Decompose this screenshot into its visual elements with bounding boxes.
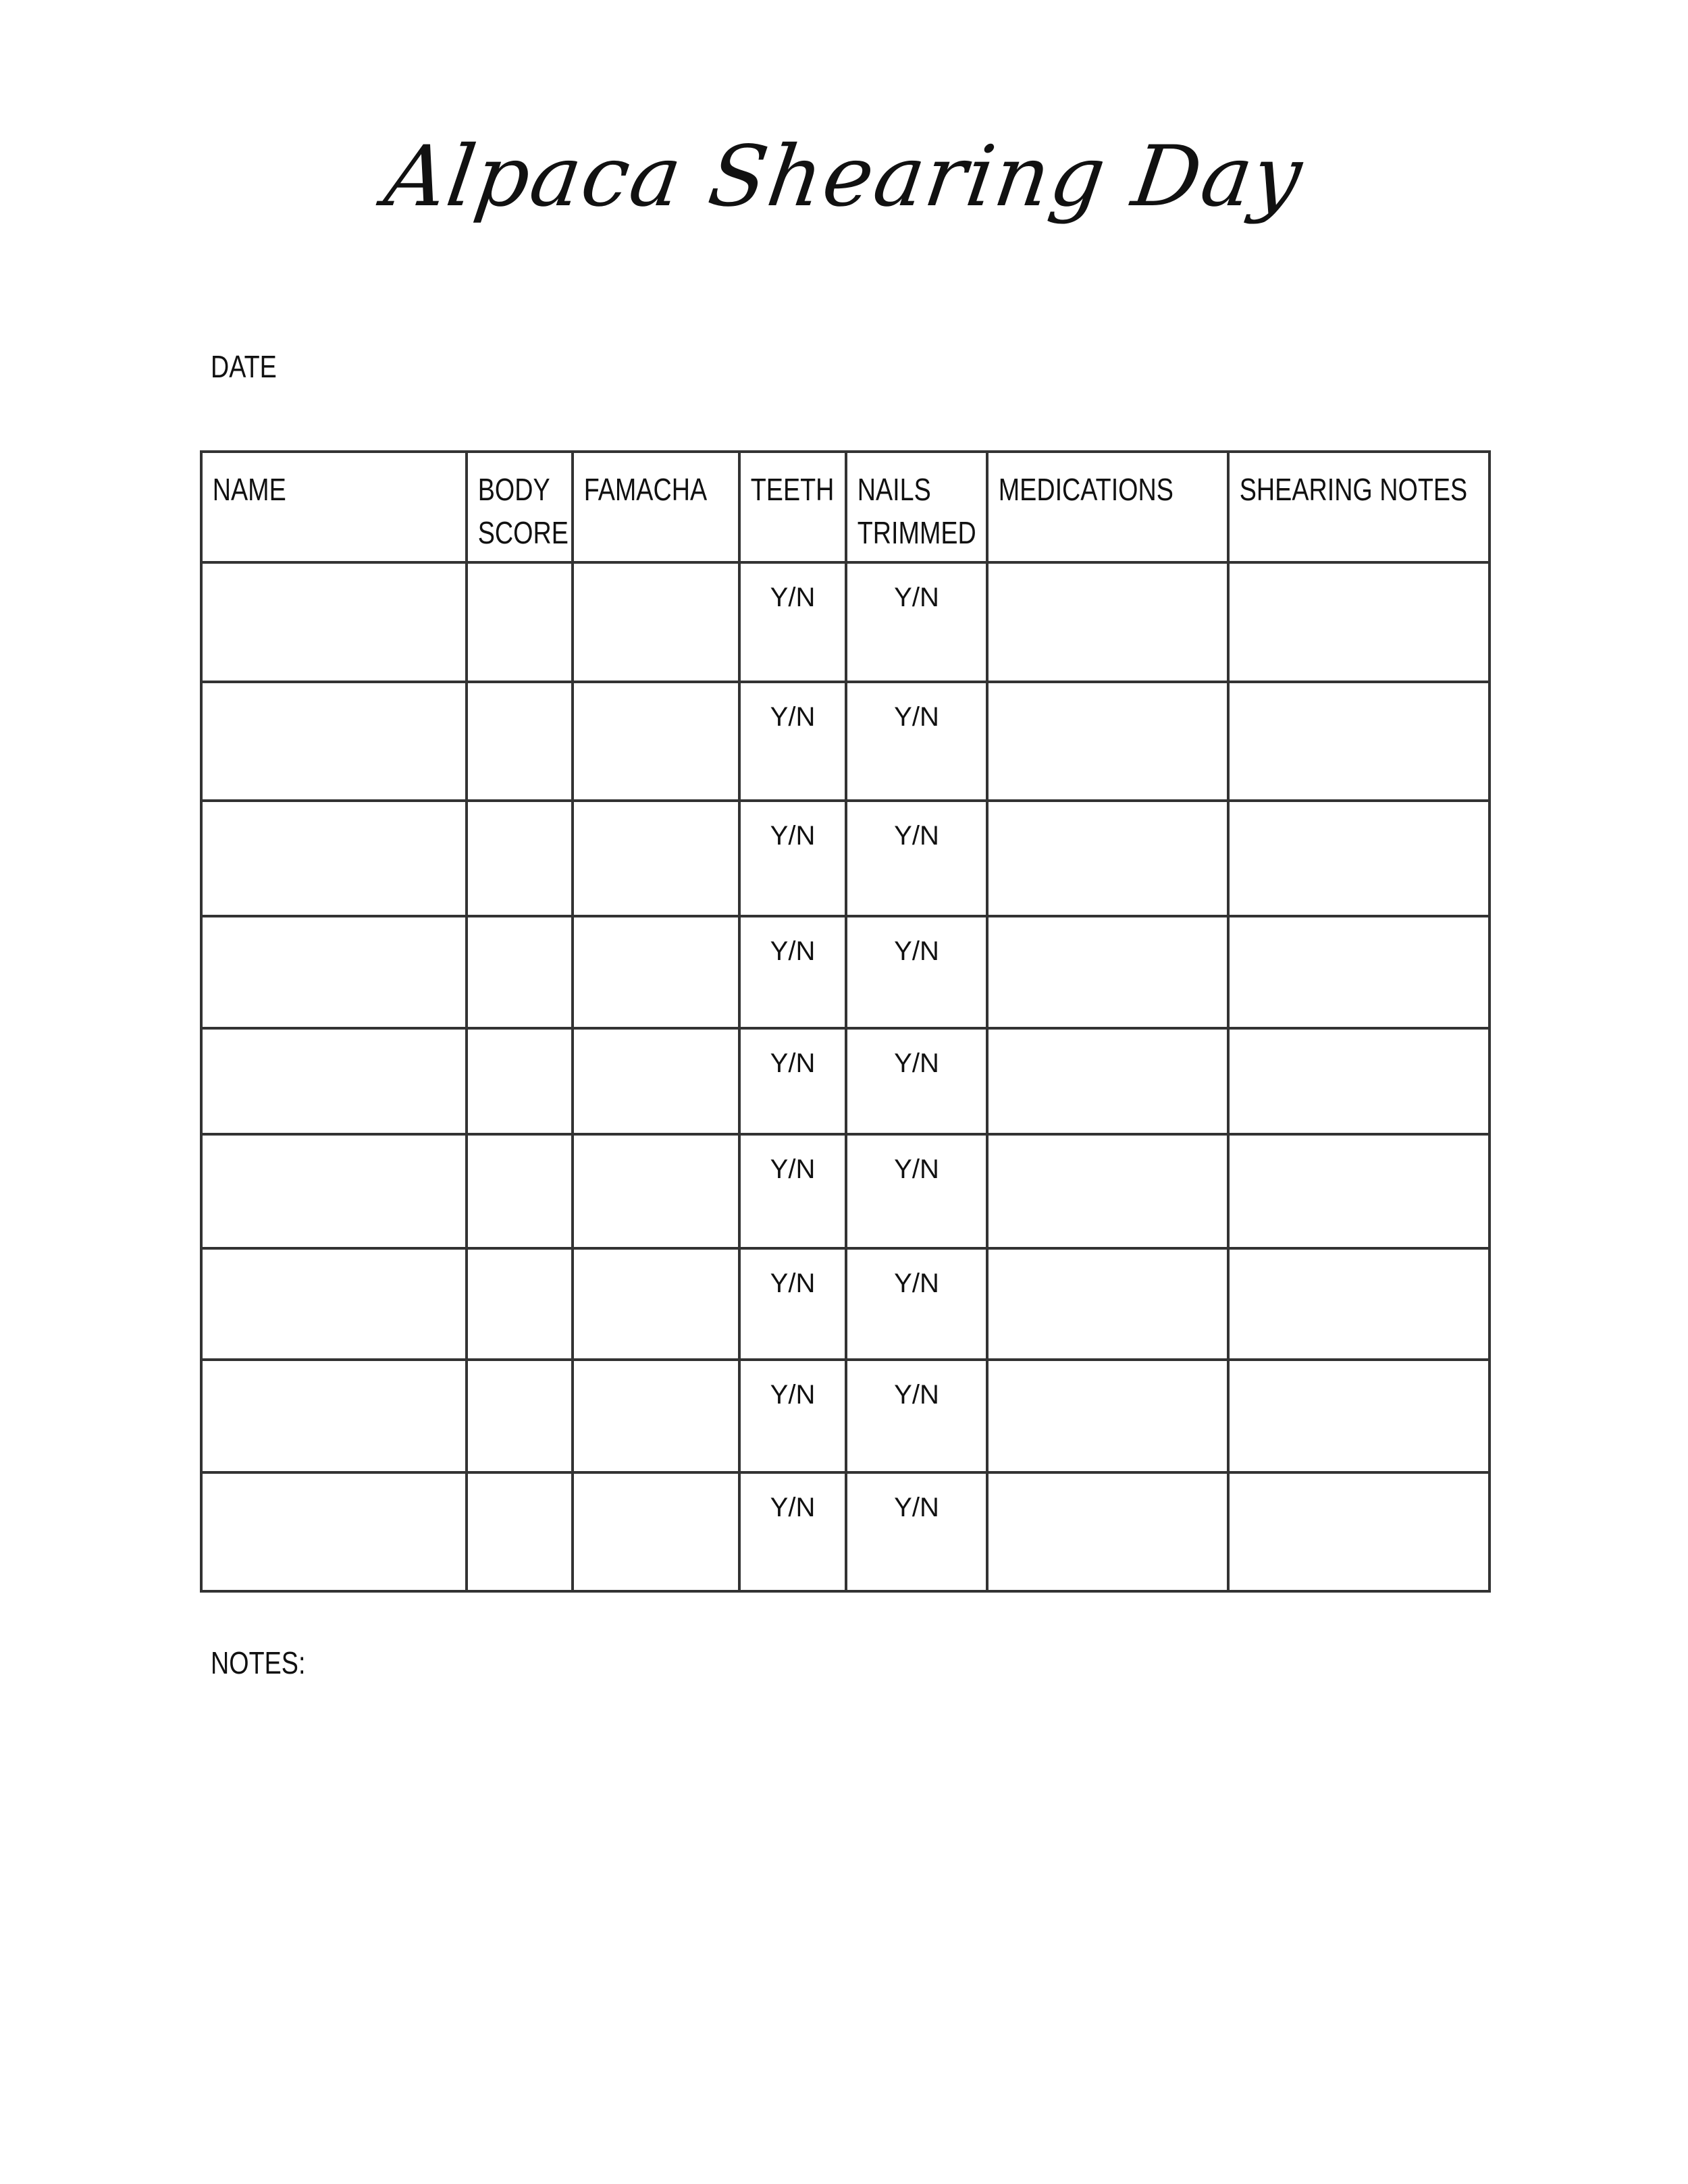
nails-yn: Y/N — [894, 1154, 939, 1184]
header-famacha — [573, 452, 739, 562]
nails-cell[interactable] — [846, 1248, 987, 1360]
nails-yn: Y/N — [894, 1048, 939, 1078]
teeth-cell[interactable] — [739, 682, 846, 801]
teeth-yn: Y/N — [770, 583, 816, 612]
nails-yn: Y/N — [894, 1380, 939, 1410]
medications-cell[interactable] — [987, 562, 1228, 682]
shearing-notes-cell[interactable] — [1228, 1248, 1489, 1360]
header-teeth-label: TEETH — [750, 472, 835, 507]
nails-yn: Y/N — [894, 583, 939, 612]
teeth-cell[interactable] — [739, 1134, 846, 1248]
header-nails-trimmed — [846, 452, 987, 562]
header-medications-label: MEDICATIONS — [998, 472, 1173, 507]
body-score-cell[interactable] — [467, 1360, 573, 1472]
famacha-cell[interactable] — [573, 916, 739, 1028]
body-score-cell[interactable] — [467, 1472, 573, 1591]
shearing-notes-cell[interactable] — [1228, 1472, 1489, 1591]
teeth-yn: Y/N — [770, 1048, 816, 1078]
teeth-cell[interactable] — [739, 1472, 846, 1591]
name-cell[interactable] — [201, 1472, 467, 1591]
medications-cell[interactable] — [987, 801, 1228, 916]
name-cell[interactable] — [201, 916, 467, 1028]
name-cell[interactable] — [201, 682, 467, 801]
medications-cell[interactable] — [987, 682, 1228, 801]
body-score-cell[interactable] — [467, 682, 573, 801]
header-row — [201, 452, 1489, 562]
name-cell[interactable] — [201, 1360, 467, 1472]
teeth-yn: Y/N — [770, 1154, 816, 1184]
teeth-yn: Y/N — [770, 821, 816, 851]
table-row — [201, 801, 1489, 916]
body-score-cell[interactable] — [467, 562, 573, 682]
name-cell[interactable] — [201, 562, 467, 682]
name-cell[interactable] — [201, 1134, 467, 1248]
famacha-cell[interactable] — [573, 682, 739, 801]
nails-cell[interactable] — [846, 801, 987, 916]
teeth-cell[interactable] — [739, 1248, 846, 1360]
shearing-notes-cell[interactable] — [1228, 916, 1489, 1028]
header-shearing-notes-label: SHEARING NOTES — [1239, 472, 1468, 507]
shearing-table — [200, 450, 1491, 1593]
body-score-cell[interactable] — [467, 1028, 573, 1134]
table-row — [201, 682, 1489, 801]
nails-cell[interactable] — [846, 916, 987, 1028]
famacha-cell[interactable] — [573, 1360, 739, 1472]
header-medications — [987, 452, 1228, 562]
nails-cell[interactable] — [846, 1472, 987, 1591]
nails-yn: Y/N — [894, 702, 939, 732]
nails-cell[interactable] — [846, 1360, 987, 1472]
header-body-score — [467, 452, 573, 562]
shearing-notes-cell[interactable] — [1228, 801, 1489, 916]
header-famacha-label: FAMACHA — [583, 472, 708, 507]
teeth-yn: Y/N — [770, 1380, 816, 1410]
nails-cell[interactable] — [846, 1134, 987, 1248]
teeth-cell[interactable] — [739, 1360, 846, 1472]
medications-cell[interactable] — [987, 1360, 1228, 1472]
medications-cell[interactable] — [987, 1134, 1228, 1248]
teeth-yn: Y/N — [770, 1493, 816, 1522]
body-score-cell[interactable] — [467, 916, 573, 1028]
header-shearing-notes — [1228, 452, 1489, 562]
nails-cell[interactable] — [846, 562, 987, 682]
name-cell[interactable] — [201, 1028, 467, 1134]
body-score-cell[interactable] — [467, 1134, 573, 1248]
body-score-cell[interactable] — [467, 1248, 573, 1360]
header-name-label: NAME — [212, 472, 286, 507]
shearing-notes-cell[interactable] — [1228, 562, 1489, 682]
table-row — [201, 916, 1489, 1028]
teeth-yn: Y/N — [770, 702, 816, 732]
shearing-notes-cell[interactable] — [1228, 682, 1489, 801]
date-label: DATE — [211, 349, 277, 384]
teeth-yn: Y/N — [770, 1269, 816, 1298]
medications-cell[interactable] — [987, 1028, 1228, 1134]
teeth-cell[interactable] — [739, 916, 846, 1028]
table-row — [201, 1248, 1489, 1360]
nails-yn: Y/N — [894, 1269, 939, 1298]
famacha-cell[interactable] — [573, 1248, 739, 1360]
page-title: Alpaca Shearing Day — [379, 128, 1309, 225]
teeth-yn: Y/N — [770, 936, 816, 966]
table-row — [201, 1360, 1489, 1472]
nails-cell[interactable] — [846, 682, 987, 801]
teeth-cell[interactable] — [739, 801, 846, 916]
header-nails-trimmed-label: NAILS TRIMMED — [857, 472, 976, 550]
table-row — [201, 1472, 1489, 1591]
famacha-cell[interactable] — [573, 1472, 739, 1591]
famacha-cell[interactable] — [573, 1028, 739, 1134]
body-score-cell[interactable] — [467, 801, 573, 916]
nails-cell[interactable] — [846, 1028, 987, 1134]
header-name — [201, 452, 467, 562]
shearing-notes-cell[interactable] — [1228, 1360, 1489, 1472]
nails-yn: Y/N — [894, 936, 939, 966]
teeth-cell[interactable] — [739, 1028, 846, 1134]
header-body-score-label: BODY SCORE — [477, 472, 569, 550]
shearing-notes-cell[interactable] — [1228, 1028, 1489, 1134]
shearing-notes-cell[interactable] — [1228, 1134, 1489, 1248]
nails-yn: Y/N — [894, 1493, 939, 1522]
medications-cell[interactable] — [987, 916, 1228, 1028]
name-cell[interactable] — [201, 801, 467, 916]
name-cell[interactable] — [201, 1248, 467, 1360]
famacha-cell[interactable] — [573, 1134, 739, 1248]
table-row — [201, 1028, 1489, 1134]
famacha-cell[interactable] — [573, 801, 739, 916]
teeth-cell[interactable] — [739, 562, 846, 682]
famacha-cell[interactable] — [573, 562, 739, 682]
notes-label: NOTES: — [211, 1645, 306, 1680]
table-row — [201, 1134, 1489, 1248]
header-teeth — [739, 452, 846, 562]
medications-cell[interactable] — [987, 1472, 1228, 1591]
nails-yn: Y/N — [894, 821, 939, 851]
medications-cell[interactable] — [987, 1248, 1228, 1360]
table-row — [201, 562, 1489, 682]
